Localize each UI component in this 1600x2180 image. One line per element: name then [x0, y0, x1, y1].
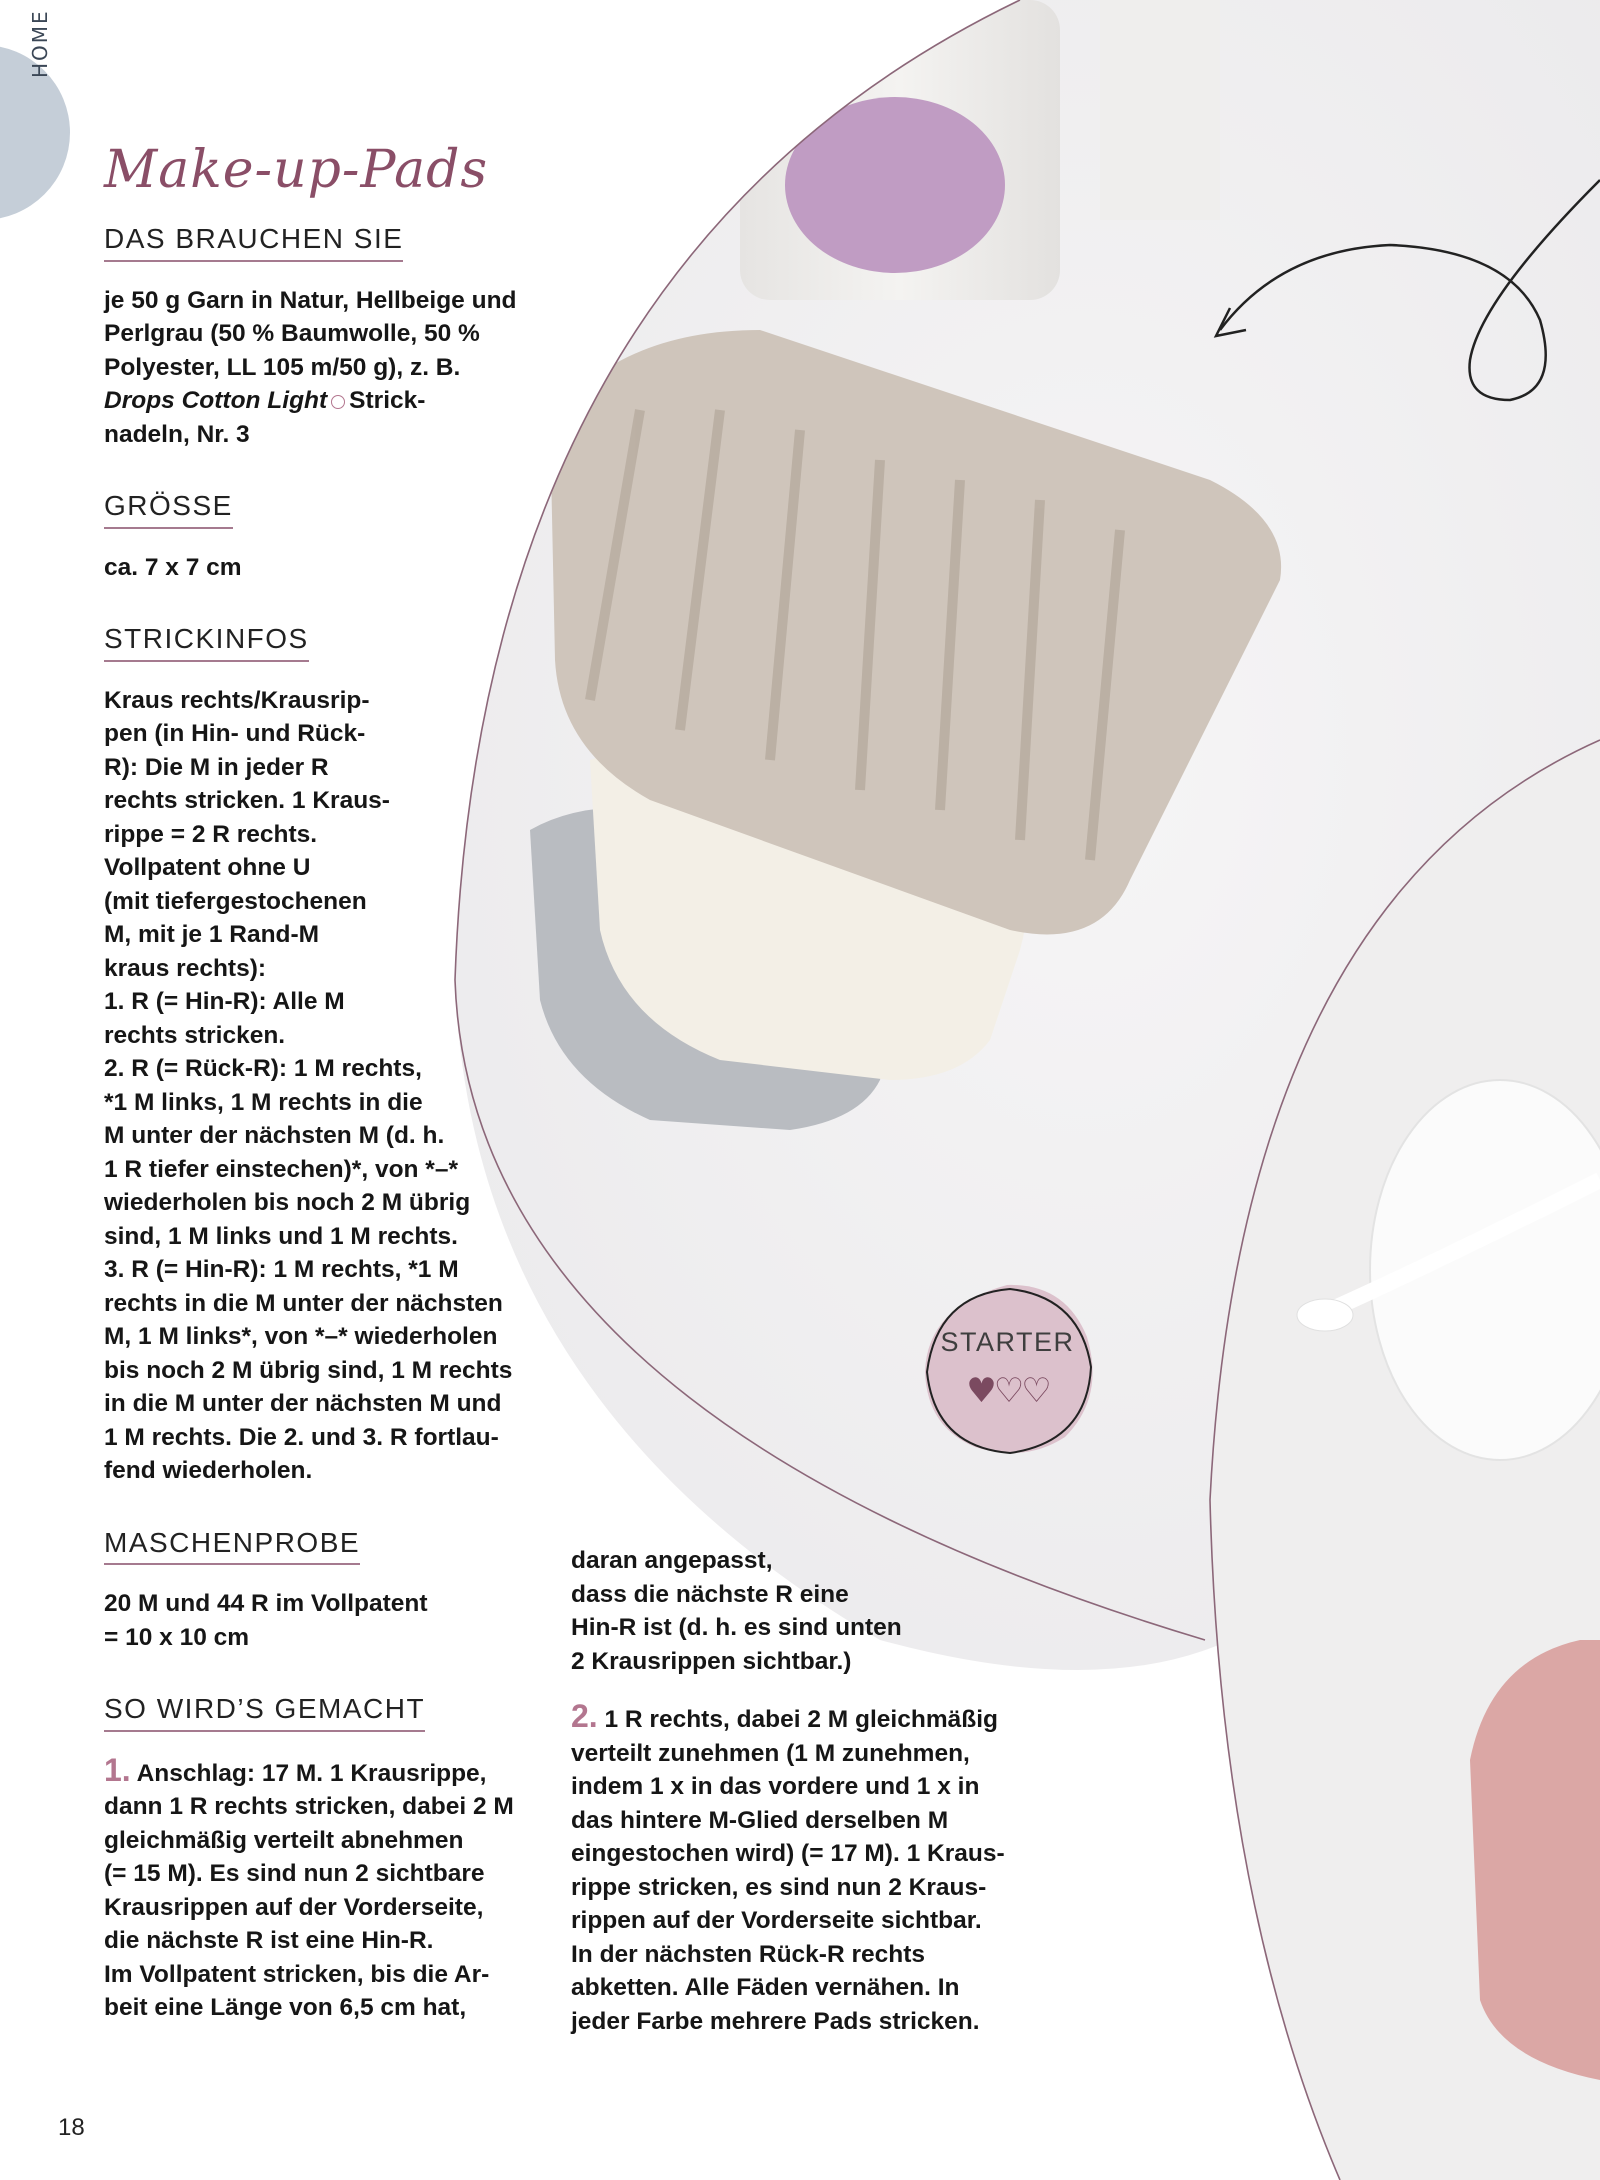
- step1-body: Anschlag: 17 M. 1 Krausrippe, dann 1 R rechts stricken, dabei 2 M gleichmäßig verteilt abnehmen (= 15 M). Es sind nun 2 sichtbare Krausrippen auf der Vorderseite, die nächste R ist eine Hin-R. Im Vollpatent stricken, bis die Ar- beit eine Länge von 6,5 cm hat,: [104, 1759, 514, 2021]
- materials-section: [104, 222, 564, 451]
- gauge-section: [104, 1526, 564, 1655]
- materials-yarn-name: Drops Cotton Light: [104, 387, 328, 414]
- starter-badge: [915, 1277, 1100, 1462]
- info-bold-1: Kraus rechts/Krausrip- pen: [104, 686, 370, 747]
- step1-continued: daran angepasst, dass die nächste R eine Hin-R ist (d. h. es sind unten 2 Krausrippen sichtbar.): [571, 1547, 902, 1675]
- info-text: [104, 684, 564, 1488]
- size-text: ca. 7 x 7 cm: [104, 553, 242, 581]
- badge-label: STARTER: [940, 1327, 1075, 1357]
- size-section: [104, 489, 564, 584]
- materials-text-2: Strick- nadeln, Nr. 3: [104, 387, 426, 448]
- step2-text: [571, 1700, 1041, 2038]
- section-tab-label: HOME: [28, 9, 52, 78]
- info-text-1: (in Hin- und Rück- R): Die M in jeder R rechts stricken. 1 Kraus- rippe = 2 R rechts.: [104, 720, 390, 848]
- info-text-2: (mit tiefergestochenen M, mit je 1 Rand-M kraus rechts): 1. R (= Hin-R): Alle M rechts stricken. 2. R (= Rück-R): 1 M rechts, *1 M links, 1 M rechts in die M unter der nächsten M (d. h. 1 R tiefer einstechen)*, von *–* wiederholen bis noch 2 M übrig sind, 1 M links und 1 M rechts. 3. R (= Hin-R): 1 M rechts, *1 M rechts in die M unter der nächsten M, 1 M links*, von *–* wiederholen bis noch 2 M übrig sind, 1 M rechts in die M unter der nächsten M und 1 M rechts. Die 2. und 3. R fortlau- fend wiederholen.: [104, 887, 513, 1484]
- circle-icon: [331, 395, 345, 409]
- steps-section: [104, 1692, 564, 2025]
- page-number: 18: [58, 2114, 85, 2141]
- info-heading: STRICKINFOS: [104, 622, 309, 662]
- info-section: [104, 622, 564, 1488]
- materials-text-1: je 50 g Garn in Natur, Hellbeige und Perlgrau (50 % Baumwolle, 50 % Polyester, LL 105 m/50 g), z. B.: [104, 286, 517, 381]
- badge-shape: [915, 1277, 1100, 1462]
- materials-text: [104, 284, 564, 452]
- step1-number: 1.: [104, 1751, 131, 1788]
- gauge-heading: MASCHENPROBE: [104, 1526, 360, 1566]
- gauge-text: 20 M und 44 R im Vollpatent = 10 x 10 cm: [104, 1590, 428, 1651]
- size-heading: GRÖSSE: [104, 489, 233, 529]
- step2-body: 1 R rechts, dabei 2 M gleichmäßig verteilt zunehmen (1 M zunehmen, indem 1 x in das vordere und 1 x in das hintere M-Glied derselben M eingestochen wird) (= 17 M). 1 Kraus- rippe stricken, es sind nun 2 Kraus- rippen auf der Vorderseite sichtbar. In der nächsten Rück-R rechts abketten. Alle Fäden vernähen. In jeder Farbe mehrere Pads stricken.: [571, 1706, 1005, 2035]
- info-bold-2: Vollpatent ohne U: [104, 854, 311, 881]
- step1-text: [104, 1751, 564, 2025]
- steps-heading: SO WIRD’S GEMACHT: [104, 1692, 425, 1732]
- heart-rating-icon: ♥♡♡: [966, 1371, 1049, 1411]
- right-column: [571, 1544, 1041, 2038]
- left-column: [104, 222, 564, 2063]
- step2-number: 2.: [571, 1698, 598, 1734]
- page-title: Make-up-Pads: [104, 140, 489, 200]
- materials-heading: DAS BRAUCHEN SIE: [104, 222, 403, 262]
